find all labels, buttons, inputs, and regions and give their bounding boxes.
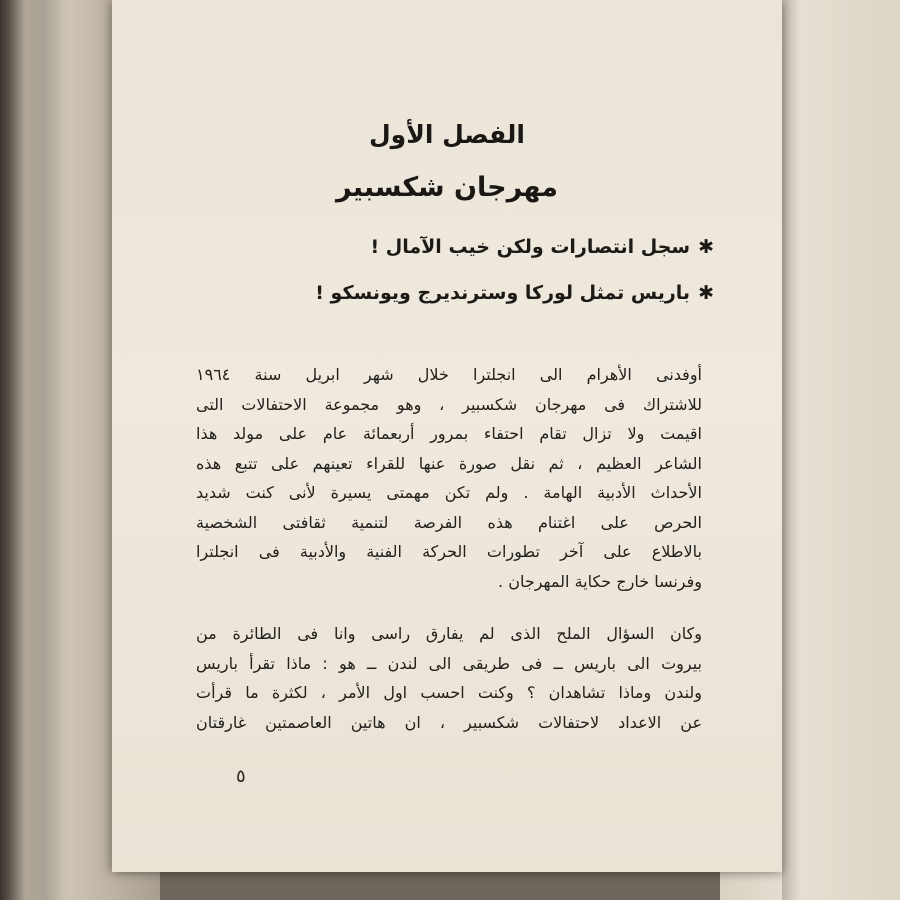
asterisk-icon: ✱ [698,236,714,258]
bullet-item [371,236,715,258]
paragraph-1 [196,360,702,596]
text-line: أوفدنى الأهرام الى انجلترا خلال شهر ابريل سنة ١٩٦٤ [196,365,702,384]
text-line: وفرنسا خارج حكاية المهرجان . [498,571,702,591]
text-line: الحرص على اغتنام هذه الفرصة لتنمية ثقافتى الشخصية [196,512,702,532]
text-line: وكان السؤال الملح الذى لم يفارق راسى وانا فى الطائرة من [196,624,702,643]
text-line: بالاطلاع على آخر تطورات الحركة الفنية والأدبية فى انجلترا [196,542,702,561]
text-line: الشاعر العظيم ، ثم نقل صورة عنها للقراء تعينهم على تتبع هذه [196,453,702,473]
asterisk-icon: ✱ [698,282,714,304]
paragraph-2 [196,619,702,737]
text-line: بيروت الى باريس ــ فى طريقى الى لندن ــ هو : ماذا تقرأ باريس [196,653,702,673]
page-edge-shadow [782,0,800,900]
page-number: ٥ [236,766,246,787]
text-line: عن الاعداد لاحتفالات شكسبير ، ان هاتين العاصمتين غارقتان [196,712,702,732]
chapter-subtitle: مهرجان شكسبير [336,172,558,203]
text-line: للاشتراك فى مهرجان شكسبير ، وهو مجموعة الاحتفالات التى [196,394,702,414]
bullet-item [315,282,714,304]
cloth-fold [20,0,70,900]
text-line: ولندن وماذا تشاهدان ؟ وكنت احسب اول الأمر ، لكثرة ما قرأت [196,683,702,702]
chapter-title: الفصل الأول [368,120,526,149]
bullet-text: باريس تمثل لوركا وسترنديرج ويونسكو ! [315,282,691,304]
text-line: الأحداث الأدبية الهامة . ولم تكن مهمتى يسيرة لأنى كنت شديد [196,483,702,502]
text-line: اقيمت ولا تزال تقام احتفاء بمرور أربعمائة عام على مولد هذا [196,424,702,443]
bullet-text: سجل انتصارات ولكن خيب الآمال ! [370,236,691,258]
